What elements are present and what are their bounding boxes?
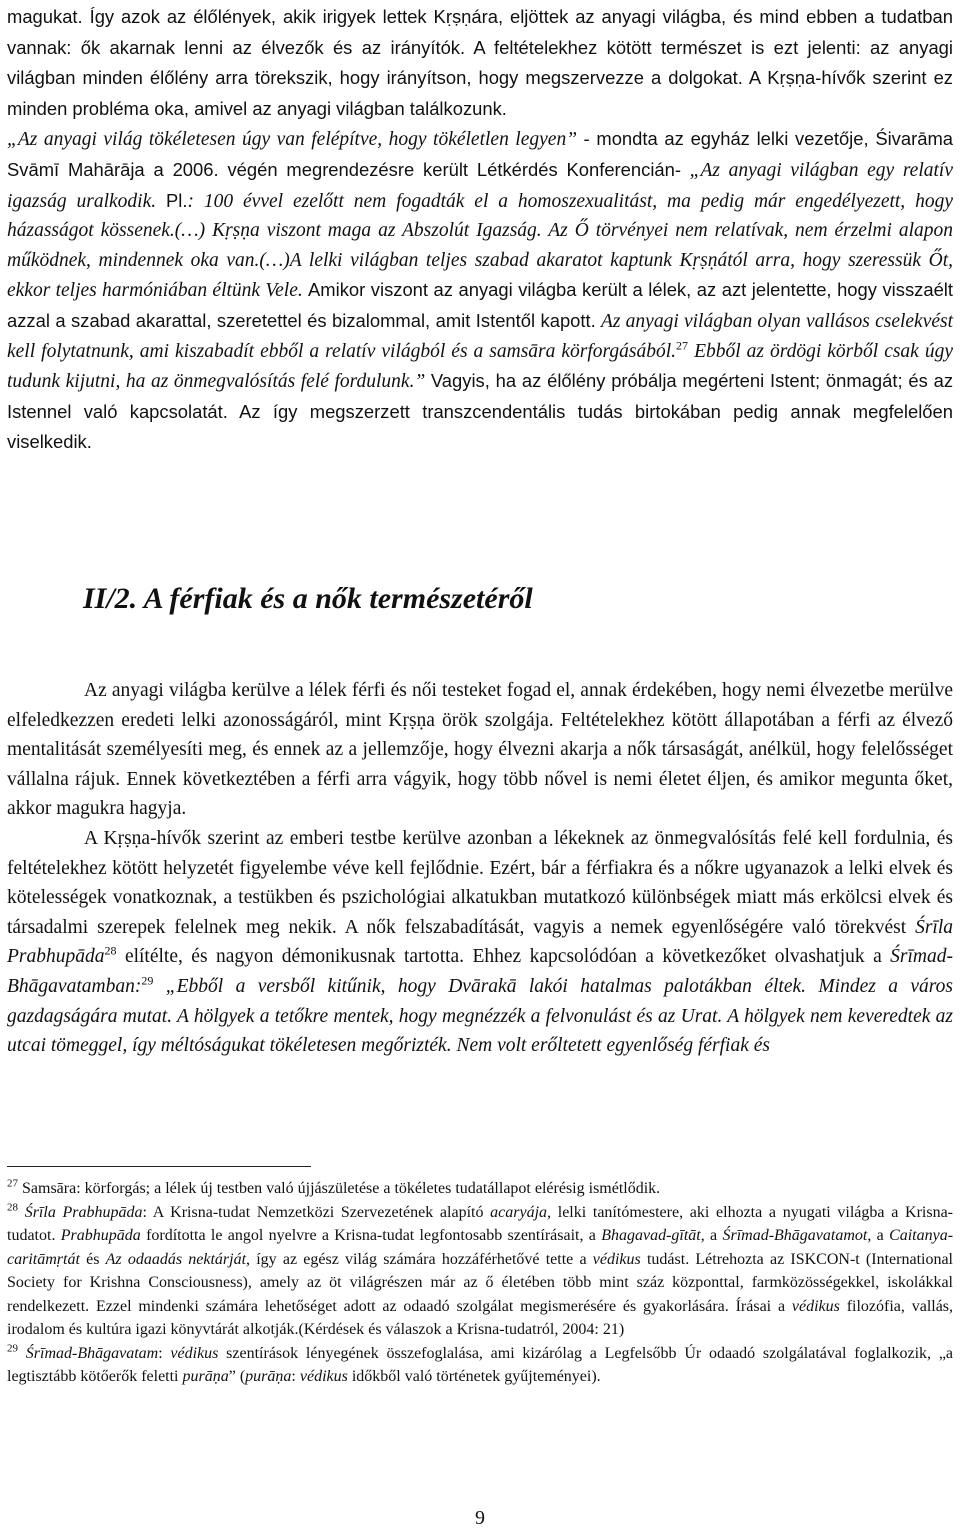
- fn-italic: védikus: [299, 1368, 348, 1385]
- quote-1: „Az anyagi világ tökéletesen úgy van felépítve, hogy tökéletlen legyen”: [7, 129, 578, 151]
- section-paragraph-1: Az anyagi világba kerülve a lélek férfi és női testeket fogad el, annak érdekében, hogy nemi élvezetbe merülve elfeledkezzen eredeti lelki azonosságáról, mint Kṛṣṇa örök szolgája. Feltételekhez kötött állapotában a férfi az élvező mentalitását személyesíti meg, és ennek az a jellemzője, hogy élvezni akarja a nők társaságát, anélkül, hogy felelősséget vállalna rájuk. Ennek következtében a férfi arra vágyik, hogy több nővel is nemi életet éljen, és amikor megunta őket, akkor magukra hagyja.: [7, 680, 953, 820]
- fn-italic: Az odaadás nektárját: [105, 1250, 247, 1268]
- fn-text: lelki tanítómestere, aki elhozta a nyugati világba a Krisna-tudatot.: [7, 1203, 954, 1244]
- footnote-29: [7, 1342, 953, 1389]
- fn-italic: védikus: [791, 1297, 840, 1315]
- fn-text: , a: [700, 1227, 718, 1244]
- top-text-b: - mondta az egyház lelki vezetője, Śivarāma Svāmī Mahārāja a 2006. végén megrendezésre került Létkérdés Konferencián-: [7, 128, 953, 180]
- fn-text: időkből való történetek gyűjteményei).: [351, 1368, 601, 1385]
- fn-text: : A Krisna-tudat Nemzetközi Szervezetének alapító: [142, 1203, 484, 1221]
- fn-text: , így az egész világ számára hozzáférhetővé tette a: [246, 1250, 587, 1268]
- top-paragraph-block: [7, 2, 953, 458]
- section-body: [7, 676, 953, 1061]
- fn-italic: purāṇa: [182, 1368, 229, 1385]
- fn-italic: Śrīla Prabhupāda: [24, 1203, 143, 1221]
- prabhupada-name: Śrīla Prabhupāda: [7, 916, 953, 968]
- quote-6: „Ebből a versből kitűnik, hogy Dvārakā lakói hatalmas palotákban éltek. Mindez a város gazdagságára mutat. A hölgyek a tetőkre mentek, hogy megnézzék a felvonulást és az Urat. A hölgyek nem keveredtek az utcai tömeggel, így méltóságukat tökéletesen megőrizték. Nem volt erőltetett egyenlőség férfiak és: [7, 975, 953, 1057]
- quote-3: : 100 évvel ezelőtt nem fogadták el a homoszexualitást, ma pedig már engedélyezett, hogy házasságot kössenek.(…) Kṛṣṇa viszont maga az Abszolút Igazság. Az Ő törvényei nem relatívak, nem érzelmi alapon működnek, mindennek oka van.(…)A lelki világban teljes szabad akaratot kaptunk Kṛṣṇától arra, hogy szeressük Őt, ekkor teljes harmóniában éltünk Vele.: [7, 190, 953, 302]
- fn-text: fordította le angol nyelvre a Krisna-tudat legfontosabb szentírásait, a: [146, 1227, 596, 1244]
- fn-italic: védikus: [170, 1344, 219, 1362]
- fn-text: filozófia, vallás, irodalom és kultúra igazi könyvtárát alkotják.(Kérdések és válaszok a Krisna-tudatról, 2004: 21): [7, 1297, 954, 1338]
- quote-5: Ebből az ördögi körből csak úgy tudunk kijutni, ha az önmegvalósítás felé fordulunk.”: [7, 340, 954, 393]
- footnote-number: 29: [7, 1342, 18, 1355]
- fn-italic: védikus: [592, 1250, 641, 1268]
- footnote-number: 27: [7, 1177, 18, 1190]
- fn-text: :: [291, 1368, 296, 1385]
- fn-text: és: [86, 1250, 100, 1268]
- quote-4: Az anyagi világban olyan vallásos cselekvést kell folytatnunk, ami kiszabadít ebből a relatív világból és a samsāra körforgásából.: [7, 310, 954, 362]
- footnote-number: 28: [7, 1201, 18, 1214]
- top-text-a: magukat. Így azok az élőlények, akik irigyek lettek Kṛṣṇára, eljöttek az anyagi világba, és mind ebben a tudatban vannak: ők akarnak lenni az élvezők és az irányítók. A feltételekhez kötött természet is ezt jelenti: az anyagi világban minden élőlény arra törekszik, hogy irányítson, hogy megszervezze a dolgokat. A Kṛṣṇa-hívők szerint ez minden probléma oka, amivel az anyagi világban találkozunk.: [7, 6, 953, 119]
- page-number: 9: [475, 1507, 485, 1529]
- fn-italic: Śrīmad-Bhāgavatamot: [722, 1227, 868, 1244]
- fn-italic: Caitanya-caritāmṛtát: [7, 1227, 954, 1268]
- footnotes: [7, 1177, 953, 1389]
- fn-italic: purāṇa: [245, 1368, 292, 1385]
- footnote-27: [7, 1177, 953, 1201]
- top-paragraph: [7, 2, 953, 458]
- fn-italic: Bhagavad-gītāt: [601, 1227, 701, 1244]
- fn-text: , a: [867, 1227, 884, 1244]
- fn-italic: Śrīmad-Bhāgavatam: [25, 1344, 159, 1362]
- bhagavatam-title: Śrīmad-Bhāgavatamban:: [7, 946, 954, 997]
- section-heading: II/2. A férfiak és a nők természetéről: [83, 582, 533, 615]
- footnote-ref-29[interactable]: 29: [141, 973, 154, 988]
- fn-text: tudást. Létrehozta az ISKCON-t (International Society for Krishna Consciousness), amely az öt világrészen már az ő életében több mint száz központtal, farmközösségekkel, iskolákkal rendelkezett. Ezzel mindenki számára lehetőséget adott az odaadó szolgálat megismerésére és gyakorlására. Írásai a: [7, 1250, 954, 1315]
- footnote-text: Samsāra: körforgás; a lélek új testben való újjászületése a tökéletes tudatállapot elérésig ismétlődik.: [22, 1180, 661, 1197]
- fn-text: ” (: [228, 1368, 246, 1385]
- pl-abbrev: Pl.: [166, 189, 188, 211]
- section-paragraph-2: [7, 824, 953, 1061]
- fn-italic: Prabhupāda: [60, 1227, 141, 1244]
- section-text-b: elítélte, és nagyon démonikusnak tartotta. Ehhez kapcsolódóan a következőket olvashatjuk a: [124, 946, 882, 968]
- top-text-d: Vagyis, ha az élőlény próbálja megérteni Istent; önmagát; és az Istennel való kapcsolatát. Az így megszerzett transzcendentális tudás birtokában pedig annak megfelelően viselkedik.: [7, 370, 954, 453]
- quote-2: „Az anyagi világban egy relatív igazság uralkodik.: [7, 159, 953, 212]
- fn-text: szentírások lényegének összefoglalása, ami kizárólag a Legfelsőbb Úr odaadó szolgálatával foglalkozik, „a legtisztább kötőerők feletti: [7, 1344, 954, 1385]
- footnote-divider: [7, 1166, 311, 1167]
- footnote-28: [7, 1201, 953, 1342]
- top-text-c: Amikor viszont az anyagi világba került a lélek, az azt jelentette, hogy visszaélt azzal a szabad akarattal, szeretettel és bizalommal, amit Istentől kapott.: [7, 279, 953, 331]
- fn-text: :: [158, 1344, 163, 1362]
- section-text-a: A Kṛṣṇa-hívők szerint az emberi testbe kerülve azonban a lékeknek az önmegvalósítás felé kell fordulnia, és feltételekhez kötött helyzetét figyelembe véve kell fejlődnie. Ezért, bár a férfiakra és a nőkre ugyanazok a lelki elvek és kötelességek vonatkoznak, a testükben és pszichológiai alkatukban mutatkozó különbségek miatt más erkölcsi elvek és társadalmi szerepek felelnek meg nekik. A nők felszabadítását, vagyis a nemek egyenlőségére való törekvést: [7, 827, 953, 938]
- footnote-ref-28[interactable]: 28: [104, 943, 117, 958]
- fn-italic: acaryája,: [490, 1203, 552, 1221]
- footnote-ref-27[interactable]: 27: [676, 338, 689, 353]
